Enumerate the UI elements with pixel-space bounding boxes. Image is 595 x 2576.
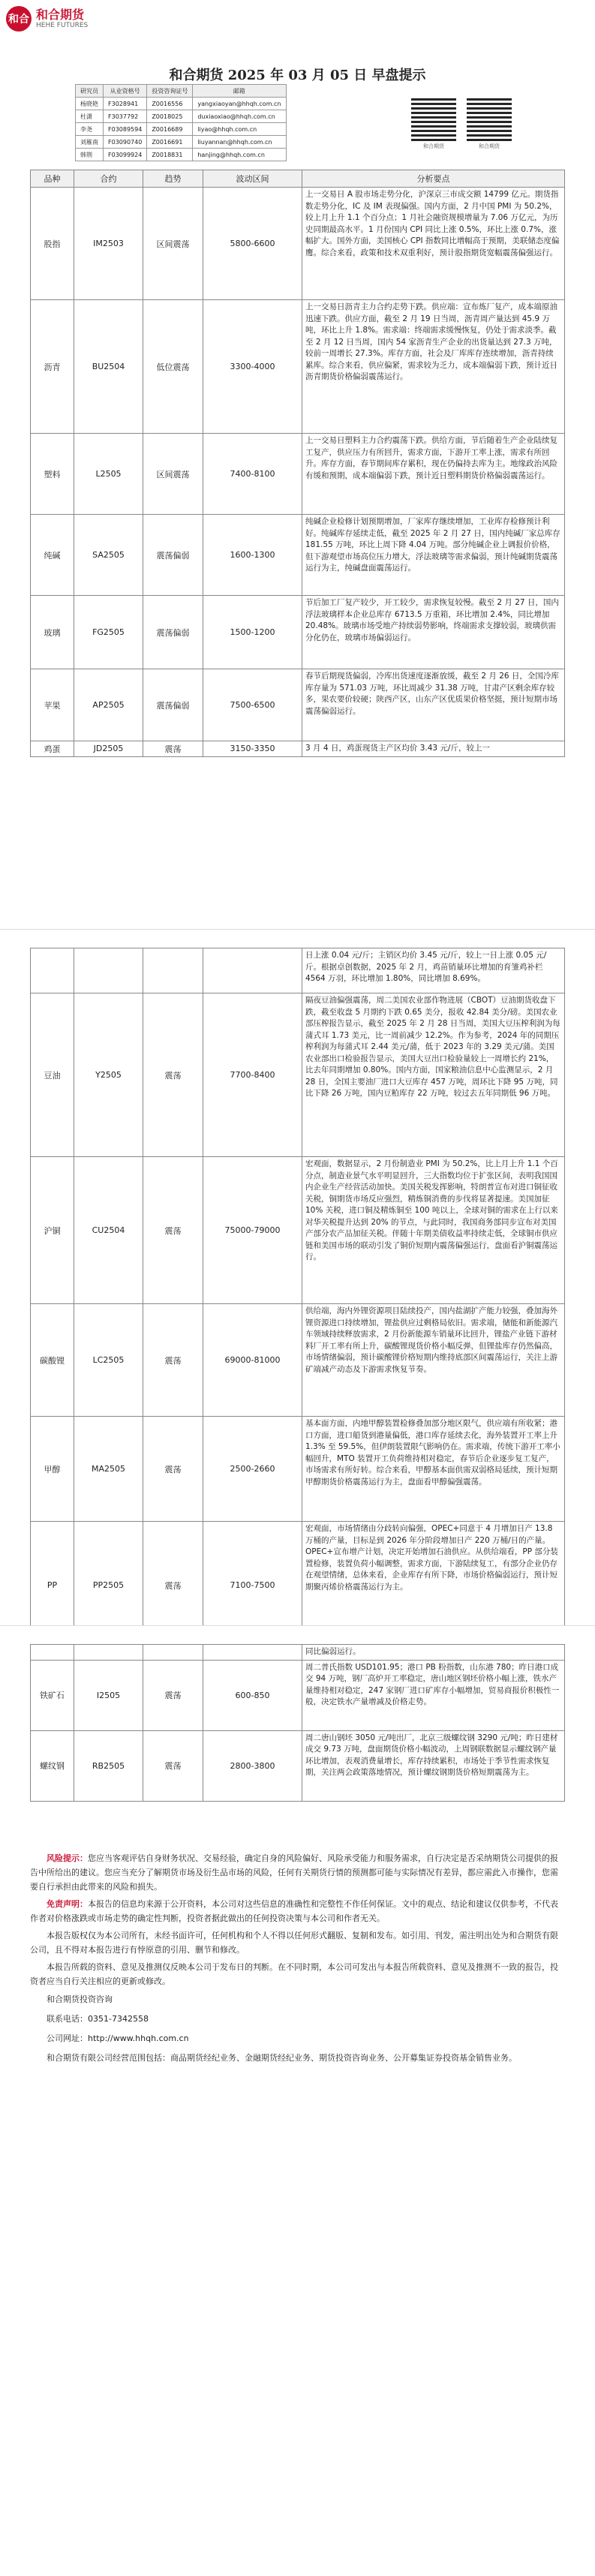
risk-label: 风险提示：: [47, 1853, 88, 1863]
contract-cell: I2505: [74, 1660, 143, 1730]
risk-paragraph: [30, 1851, 564, 1894]
trend-cell: [143, 948, 203, 993]
range-cell: [203, 1645, 302, 1661]
qr-code-left: [411, 96, 456, 141]
analyst-cell: F03090740: [104, 136, 147, 149]
range-cell: 2800-3800: [203, 1730, 302, 1801]
analysis-cell: 供给端，海内外锂资源项目陆续投产，国内盐湖扩产能力较强，叠加海外锂资源进口持续增加，锂盐供应过剩格局依旧。需求端，储能和新能源汽车领域持续释放需求，2 月份新能源车销量环比回升，锂盐产业链下游材料厂开工率有所上升，碳酸锂现货价格小幅反弹，但锂盐库存仍然偏高，市场情绪偏弱，预计碳酸锂价格短期内维持底部区间震荡运行，关注上游矿端减产动态及下游需求恢复节奏。: [302, 1304, 565, 1417]
range-cell: 5800-6600: [203, 188, 302, 300]
trend-cell: 震荡: [143, 1730, 203, 1801]
risk-text: 您应当客观评估自身财务状况、交易经验，确定自身的风险偏好、风险承受能力和服务需求，自行决定是否采纳期货公司提供的报告中所给出的建议。您应当充分了解期货市场及衍生品市场的风险，任何有关期货行情的预测都可能与实际情况有差异，都应需此入市操作，您需要自行承担由此带来的风险和损失。: [30, 1853, 558, 1892]
analysis-cell: 上一交易日沥青主力合约走势下跌。供应端：宣布炼厂复产，成本端原油迅速下跌。供应方面，截至 2 月 19 日当周，沥青周产量达到 45.9 万吨，环比上升 1.8%。需求端：终端需求缓慢恢复，仍处于需求淡季。截至 2 月 12 日当周，国内 54 家沥青生产企业的出货量达到 27.3 万吨，较前一周增长 27.3%。库存方面，社会及厂库库存连续增加，沥青持续累库。综合来看，供应偏紧，需求较为乏力，成本端偏弱下跌，预计近日沥青期货价格偏弱震荡运行。: [302, 300, 565, 434]
range-cell: 7700-8400: [203, 993, 302, 1157]
range-cell: 2500-2660: [203, 1417, 302, 1522]
table-row: [31, 1660, 565, 1730]
table-row: [31, 993, 565, 1157]
analyst-cell[interactable]: duxiaoxiao@hhqh.com.cn: [193, 110, 286, 123]
commodity-cell: 铁矿石: [31, 1660, 74, 1730]
commodity-cell: 沪铜: [31, 1157, 74, 1304]
analysis-cell: 周二普氏指数 USD101.95；港口 PB 粉指数，山东港 780；昨日港口成交 94 万吨，钢厂高炉开工率稳定，唐山地区钢坯价格小幅上涨，铁水产量维持相对稳定，247 家钢厂进口矿库存小幅增加，贸易商报价积极性一般，决定铁水产量增减及价格走势。: [302, 1660, 565, 1730]
analyst-row: [76, 110, 287, 123]
analysis-cell: 宏观面，数据显示，2 月份制造业 PMI 为 50.2%，比上月上升 1.1 个百分点，制造业景气水平明显回升，三大指数均位于扩张区间，表明我国国内企业生产经营活动加快。美国关税发挥影响，特朗普宣布对进口铜征收关税，铜期货市场反应强烈，精炼铜消费的步伐将显著提速。美国加征 10% 关税，进口铜及精炼铜至 100 吨以上，全球对铜的需求在上行以来对华关税提升达到 20% 的节点，与此同时，我国商务部同步宣布对美国产部分农产品加征关税。伴随十年期美债收益率持续走低，全球铜市供应链和美国市场的联动引发了铜价短期内震荡偏强运行，盘面看沪铜震荡运行。: [302, 1157, 565, 1304]
trend-cell: 震荡: [143, 993, 203, 1157]
trend-cell: 震荡偏弱: [143, 669, 203, 741]
analyst-header: 研究员: [76, 85, 104, 98]
analysis-cell: 上一交易日塑料主力合约震荡下跌。供给方面，节后随着生产企业陆续复工复产，供应压力有所回升，需求方面，下游开工率上涨，需求有所回升。库存方面，春节期间库存累积，现在仍偏持去库为主。地缘政治风险有缓和预期，成本端偏弱下跌，预计近日塑料期货价格偏弱震荡运行。: [302, 434, 565, 515]
company-website[interactable]: 公司网址：http://www.hhqh.com.cn: [47, 2033, 189, 2043]
range-cell: 69000-81000: [203, 1304, 302, 1417]
table-row: [31, 1645, 565, 1661]
analyst-row: [76, 123, 287, 136]
trend-cell: 震荡: [143, 1660, 203, 1730]
trend-cell: 区间震荡: [143, 188, 203, 300]
table-row: [31, 948, 565, 993]
analyst-row: [76, 136, 287, 149]
contract-cell: Y2505: [74, 993, 143, 1157]
table-row: [31, 1417, 565, 1522]
analyst-header: 从业资格号: [104, 85, 147, 98]
analyst-cell: 李尧: [76, 123, 104, 136]
contract-cell: PP2505: [74, 1522, 143, 1649]
qr-label-right: 和合期货: [479, 143, 500, 149]
disclaimer-paragraph: [30, 1897, 564, 1925]
commodity-cell: [31, 948, 74, 993]
table-header: 趋势: [143, 170, 203, 188]
table-row: [31, 515, 565, 596]
table-row: [31, 1304, 565, 1417]
trend-cell: 震荡偏弱: [143, 596, 203, 669]
analysis-cell: 上一交易日 A 股市场走势分化，沪深京三市成交额 14799 亿元。期货指数走势分化，IC 及 IM 表现偏强。国内方面，2 月中国 PMI 为 50.2%，较上月上升 1.1 个百分点；1 月社会融资规模增量为 7.06 万亿元，为历史同期最高水平。1 月份国内 CPI 同比上涨 0.5%，环比上涨 0.7%，涨幅扩大。国外方面，美国核心 CPI 指数同比增幅高于预期，美联储态度偏鹰。综合来看，政策和技术双重利好，预计股指期货宽幅震荡偏强运行。: [302, 188, 565, 300]
page-1: [0, 0, 595, 900]
range-cell: 7100-7500: [203, 1522, 302, 1649]
range-cell: 7500-6500: [203, 669, 302, 741]
contract-cell: L2505: [74, 434, 143, 515]
trend-cell: 震荡: [143, 1157, 203, 1304]
table-row: [31, 741, 565, 757]
analyst-header: 投资咨询证号: [147, 85, 193, 98]
brand-name: 和合期货: [36, 8, 85, 23]
brand-logo-mark: 和合: [6, 6, 32, 32]
analyst-cell: 杜潇: [76, 110, 104, 123]
trend-cell: 震荡: [143, 1417, 203, 1522]
trend-cell: 震荡偏弱: [143, 515, 203, 596]
table-row: [31, 596, 565, 669]
risk-section: [30, 1851, 564, 2070]
trend-cell: 震荡: [143, 1304, 203, 1417]
contract-cell: IM2503: [74, 188, 143, 300]
analysis-cell: 春节后期现货偏弱，冷库出货速度逐渐放缓，截至 2 月 26 日，全国冷库库存量为 571.03 万吨，环比周减少 31.38 万吨，甘肃产区剩余库存较多，果农要价较硬；陕西产区，山东产区优质果价格坚挺，预计短期市场震荡偏弱运行。: [302, 669, 565, 741]
analyst-cell: F3037792: [104, 110, 147, 123]
analysis-cell: 节后加工厂复产较少，开工较少，需求恢复较慢。截至 2 月 27 日，国内浮法玻璃样本企业总库存 6713.5 万重箱，环比增加 2.4%，同比增加 20.48%。玻璃市场受地产持续弱势影响，终端需求支撑较弱，玻璃供需分化仍在，玻璃市场偏弱运行。: [302, 596, 565, 669]
market-table-page-1: [30, 170, 565, 757]
analyst-cell: Z0016691: [147, 136, 193, 149]
contract-cell: AP2505: [74, 669, 143, 741]
commodity-cell: 甲醇: [31, 1417, 74, 1522]
commodity-cell: 纯碱: [31, 515, 74, 596]
commodity-cell: 豆油: [31, 993, 74, 1157]
analyst-cell: Z0018025: [147, 110, 193, 123]
analyst-cell: 刘雁南: [76, 136, 104, 149]
analyst-cell: Z0016556: [147, 98, 193, 110]
analysis-cell: 宏观面，市场情绪由分歧转向偏强，OPEC+同意于 4 月增加日产 13.8 万桶的产量，目标是到 2026 年分阶段增加日产 220 万桶/日的产量。OPEC+宣布增产计划，决定开始增加石油供应。从供给端看，PP 部分装置检修，装置负荷小幅调整，需求方面，下游陆续复工，有部分企业仍存在观望情绪，总体来看，企业库存有所下降，市场价格偏弱运行，预计短期聚丙烯价格震荡运行为主。: [302, 1522, 565, 1649]
trend-cell: 震荡: [143, 1522, 203, 1649]
contract-cell: LC2505: [74, 1304, 143, 1417]
analyst-cell[interactable]: hanjing@hhqh.com.cn: [193, 149, 286, 161]
contract-cell: JD2505: [74, 741, 143, 757]
table-header: 品种: [31, 170, 74, 188]
analyst-table: [75, 84, 287, 161]
disclaimer-text: 本报告的信息均来源于公开资料，本公司对这些信息的准确性和完整性不作任何保证。文中的观点、结论和建议仅供参考，不代表作者对价格涨跌或市场走势的确定性判断，投资者据此做出的任何投资决策与本公司和作者无关。: [30, 1899, 558, 1923]
analysis-cell: 周二唐山钢坯 3050 元/吨出厂，北京三级螺纹钢 3290 元/吨；昨日建材成交 9.73 万吨，盘面期货价格小幅波动，上周钢联数据显示螺纹钢产量环比增加，表观消费量增长，库存持续累积，市场处于季节性需求恢复期，关注两会政策落地情况，预计螺纹钢期货价格短期震荡为主。: [302, 1730, 565, 1801]
commodity-cell: 碳酸锂: [31, 1304, 74, 1417]
analyst-cell: F3028941: [104, 98, 147, 110]
disclaimer-label: 免责声明：: [47, 1899, 88, 1909]
table-row: [31, 434, 565, 515]
commodity-cell: 鸡蛋: [31, 741, 74, 757]
range-cell: 1500-1200: [203, 596, 302, 669]
table-row: [31, 300, 565, 434]
range-cell: 3300-4000: [203, 300, 302, 434]
table-header: 波动区间: [203, 170, 302, 188]
analysis-cell: 纯碱企业检修计划预期增加，厂家库存继续增加，工业库存检修预计利好。纯碱库存延续走低，截至 2025 年 2 月 27 日，国内纯碱厂家总库存 181.55 万吨，环比上周下降 4.04 万吨。部分纯碱企业上调报价价格，但下游观望市场高位压力增大，浮法玻璃等需求偏弱，预计纯碱期货震荡运行为主，纯碱盘面震荡运行。: [302, 515, 565, 596]
trend-cell: 区间震荡: [143, 434, 203, 515]
table-row: [31, 188, 565, 300]
analyst-cell: 杨晓艳: [76, 98, 104, 110]
commodity-cell: 苹果: [31, 669, 74, 741]
range-cell: 600-850: [203, 1660, 302, 1730]
contract-cell: [74, 948, 143, 993]
commodity-cell: 沥青: [31, 300, 74, 434]
copyright-paragraph: 本报告版权仅为本公司所有，未经书面许可，任何机构和个人不得以任何形式翻版、复制和发布。如引用、刊发，需注明出处为和合期货有限公司，且不得对本报告进行有悖原意的引用、删节和修改。: [30, 1931, 558, 1955]
market-table-page-2: [30, 948, 565, 1649]
range-cell: 3150-3350: [203, 741, 302, 757]
trend-cell: 低位震荡: [143, 300, 203, 434]
range-cell: 75000-79000: [203, 1157, 302, 1304]
analysis-cell: 隔夜豆油偏强震荡，周二美国农业部作物进展（CBOT）豆油期货收盘下跌，截至收盘 5 月期约下跌 0.65 美分，报收 42.84 美分/磅。美国农业部压榨报告显示，截至 2025 年 2 月 28 日当周，美国大豆压榨利润为每蒲式耳 1.73 美元，比一周前减少 12.2%。作为参考，2024 年的同期压榨利润为每蒲式耳 2.44 美元/蒲，低于 2023 年的 3.29 美元/蒲。美国农业部出口检验报告显示，美国大豆出口检验量较上一周增长约 21%，比去年同期增加 0.80%。国内方面，国家粮油信息中心监测显示，2 月 28 日，全国主要油厂进口大豆库存 457 万吨，周环比下降 95 万吨，同比下降 26 万吨，国内豆粕库存 22 万吨，较过去五年同期低 96 万吨。: [302, 993, 565, 1157]
commodity-cell: 股指: [31, 188, 74, 300]
range-cell: [203, 948, 302, 993]
analyst-row: [76, 149, 287, 161]
commodity-cell: 玻璃: [31, 596, 74, 669]
qr-label-left: 和合期货: [423, 143, 444, 149]
qr-code-right: [467, 96, 512, 141]
analyst-cell[interactable]: liuyannan@hhqh.com.cn: [193, 136, 286, 149]
page-3: [0, 1625, 595, 2576]
analyst-cell[interactable]: yangxiaoyan@hhqh.com.cn: [193, 98, 286, 110]
analysis-cell: 3 月 4 日，鸡蛋现货主产区均价 3.43 元/斤，较上一: [302, 741, 565, 757]
page-2: [0, 929, 595, 1590]
analysis-cell: 同比偏弱运行。: [302, 1645, 565, 1661]
analyst-cell: F03089594: [104, 123, 147, 136]
commodity-cell: 塑料: [31, 434, 74, 515]
analyst-cell: Z0016689: [147, 123, 193, 136]
contact-phone: 联系电话：0351-7342558: [47, 2014, 149, 2024]
table-header: 合约: [74, 170, 143, 188]
contract-cell: SA2505: [74, 515, 143, 596]
analysis-cell: 日上涨 0.04 元/斤；主销区均价 3.45 元/斤，较上一日上涨 0.05 元/斤。根据卓创数据，2025 年 2 月，鸡苗销量环比增加的育雏鸡补栏 4564 万羽，环比增加 1.80%，同比增加 8.69%。: [302, 948, 565, 993]
analyst-cell: 韩荆: [76, 149, 104, 161]
analyst-cell: Z0018831: [147, 149, 193, 161]
contract-cell: FG2505: [74, 596, 143, 669]
analyst-row: [76, 98, 287, 110]
update-paragraph: 本报告所载的资料、意见及推测仅反映本公司于发布日的判断。在不同时期，本公司可发出与本报告所载资料、意见及推测不一致的报告，投资者应当自行关注相应的更新或修改。: [30, 1962, 558, 1986]
trend-cell: [143, 1645, 203, 1661]
brand-sub: HEHE FUTURES: [36, 21, 89, 29]
analyst-header: 邮箱: [193, 85, 286, 98]
table-row: [31, 1730, 565, 1801]
contract-cell: CU2504: [74, 1157, 143, 1304]
table-row: [31, 669, 565, 741]
analysis-cell: 基本面方面，内地甲醇装置检修叠加部分地区限气，供应端有所收紧；港口方面，进口船货到港量偏低，港口库存延续去化，海外装置开工率上升 1.3% 至 59.5%，但伊朗装置限气影响仍在。需求端，传统下游开工率小幅回升，MTO 装置开工负荷维持相对稳定，春节后企业逐步复工复产，市场需求有所好转。综合来看，甲醇基本面供需双弱格局延续，预计短期甲醇期货价格震荡运行为主，盘面看甲醇偏强震荡。: [302, 1417, 565, 1522]
contract-cell: [74, 1645, 143, 1661]
table-row: [31, 1157, 565, 1304]
company-name: 和合期货投资咨询: [47, 1994, 113, 2004]
page-title: 和合期货 2025 年 03 月 05 日 早盘提示: [169, 68, 426, 83]
analyst-cell: F03099924: [104, 149, 147, 161]
range-cell: 7400-8100: [203, 434, 302, 515]
market-table-page-3: [30, 1644, 565, 1802]
brand-logo: [6, 6, 88, 32]
commodity-cell: [31, 1645, 74, 1661]
commodity-cell: PP: [31, 1522, 74, 1649]
contract-cell: BU2504: [74, 300, 143, 434]
trend-cell: 震荡: [143, 741, 203, 757]
business-scope: 和合期货有限公司经营范围包括：商品期货经纪业务、金融期货经纪业务、期货投资咨询业务、公开募集证券投资基金销售业务。: [47, 2053, 517, 2063]
table-header: 分析要点: [302, 170, 565, 188]
analyst-cell[interactable]: liyao@hhqh.com.cn: [193, 123, 286, 136]
range-cell: 1600-1300: [203, 515, 302, 596]
commodity-cell: 螺纹钢: [31, 1730, 74, 1801]
contract-cell: RB2505: [74, 1730, 143, 1801]
contract-cell: MA2505: [74, 1417, 143, 1522]
